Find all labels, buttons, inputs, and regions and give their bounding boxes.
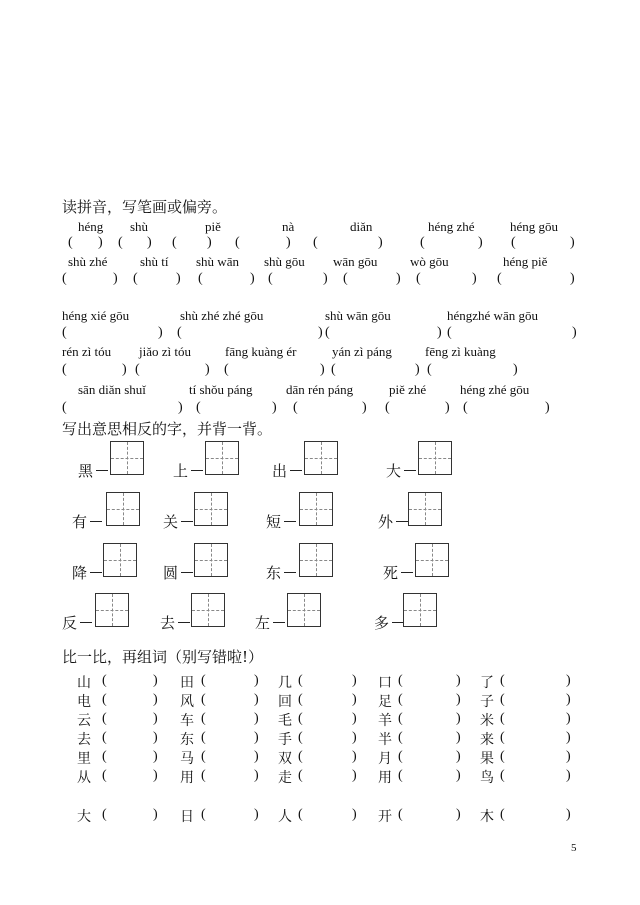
answer-paren-close: ) <box>254 673 259 688</box>
answer-paren-open: ( <box>62 362 67 377</box>
answer-paren-close: ) <box>456 692 461 707</box>
antonym-dash <box>191 470 203 471</box>
antonym-char: 东 <box>266 564 282 582</box>
answer-paren-open: ( <box>500 730 505 745</box>
answer-paren-close: ) <box>362 400 367 415</box>
pinyin-label: shù wān gōu <box>325 308 391 323</box>
pinyin-label: piě <box>205 219 221 234</box>
antonym-char: 外 <box>378 513 394 531</box>
compare-char: 云 <box>77 713 91 729</box>
compare-char: 半 <box>378 732 392 748</box>
answer-paren-close: ) <box>478 235 483 250</box>
answer-paren-open: ( <box>298 692 303 707</box>
answer-paren-close: ) <box>113 271 118 286</box>
answer-paren-open: ( <box>133 271 138 286</box>
answer-paren-open: ( <box>172 235 177 250</box>
answer-paren-close: ) <box>153 711 158 726</box>
answer-paren-close: ) <box>352 730 357 745</box>
answer-paren-open: ( <box>398 692 403 707</box>
compare-char: 走 <box>278 770 292 786</box>
answer-paren-close: ) <box>352 768 357 783</box>
compare-char: 人 <box>278 809 292 825</box>
answer-paren-close: ) <box>254 749 259 764</box>
answer-paren-open: ( <box>511 235 516 250</box>
answer-paren-open: ( <box>500 768 505 783</box>
answer-paren-open: ( <box>313 235 318 250</box>
answer-paren-open: ( <box>398 768 403 783</box>
answer-paren-close: ) <box>323 271 328 286</box>
answer-paren-close: ) <box>566 749 571 764</box>
tianzige-writing-box[interactable] <box>287 593 321 627</box>
answer-paren-close: ) <box>272 400 277 415</box>
pinyin-label: wān gōu <box>333 254 378 269</box>
tianzige-writing-box[interactable] <box>299 492 333 526</box>
answer-paren-open: ( <box>102 692 107 707</box>
answer-paren-close: ) <box>570 271 575 286</box>
answer-paren-close: ) <box>122 362 127 377</box>
answer-paren-close: ) <box>158 325 163 340</box>
antonym-char: 大 <box>386 462 402 480</box>
answer-paren-open: ( <box>427 362 432 377</box>
answer-paren-close: ) <box>572 325 577 340</box>
tianzige-writing-box[interactable] <box>191 593 225 627</box>
answer-paren-open: ( <box>463 400 468 415</box>
answer-paren-close: ) <box>513 362 518 377</box>
answer-paren-close: ) <box>254 692 259 707</box>
answer-paren-open: ( <box>62 325 67 340</box>
answer-paren-open: ( <box>62 271 67 286</box>
pinyin-label: héngzhé wān gōu <box>447 308 538 323</box>
compare-char: 大 <box>77 809 91 825</box>
compare-char: 了 <box>480 675 494 691</box>
answer-paren-open: ( <box>385 400 390 415</box>
answer-paren-open: ( <box>102 673 107 688</box>
pinyin-label: wò gōu <box>410 254 449 269</box>
answer-paren-open: ( <box>198 271 203 286</box>
antonym-dash <box>401 572 413 573</box>
answer-paren-open: ( <box>201 711 206 726</box>
answer-paren-open: ( <box>500 807 505 822</box>
compare-char: 回 <box>278 694 292 710</box>
answer-paren-open: ( <box>102 768 107 783</box>
compare-char: 果 <box>480 751 494 767</box>
pinyin-label: shù zhé <box>68 254 108 269</box>
answer-paren-close: ) <box>286 235 291 250</box>
answer-paren-close: ) <box>176 271 181 286</box>
answer-paren-open: ( <box>196 400 201 415</box>
answer-paren-open: ( <box>298 768 303 783</box>
antonym-dash <box>181 521 193 522</box>
answer-paren-open: ( <box>398 730 403 745</box>
answer-paren-close: ) <box>320 362 325 377</box>
pinyin-label: sān diǎn shuǐ <box>78 382 146 397</box>
compare-char: 木 <box>480 809 494 825</box>
pinyin-label: shù wān <box>196 254 239 269</box>
answer-paren-open: ( <box>235 235 240 250</box>
answer-paren-close: ) <box>437 325 442 340</box>
tianzige-writing-box[interactable] <box>95 593 129 627</box>
answer-paren-open: ( <box>201 673 206 688</box>
answer-paren-open: ( <box>201 807 206 822</box>
answer-paren-open: ( <box>201 730 206 745</box>
answer-paren-close: ) <box>566 692 571 707</box>
tianzige-writing-box[interactable] <box>418 441 452 475</box>
answer-paren-close: ) <box>254 807 259 822</box>
tianzige-writing-box[interactable] <box>299 543 333 577</box>
answer-paren-open: ( <box>68 235 73 250</box>
answer-paren-open: ( <box>201 692 206 707</box>
antonym-dash <box>90 572 102 573</box>
answer-paren-open: ( <box>398 807 403 822</box>
answer-paren-close: ) <box>205 362 210 377</box>
answer-paren-open: ( <box>201 768 206 783</box>
answer-paren-close: ) <box>153 768 158 783</box>
antonym-dash <box>284 572 296 573</box>
compare-char: 口 <box>378 675 392 691</box>
pinyin-label: tí shǒu páng <box>189 382 253 397</box>
compare-char: 车 <box>180 713 194 729</box>
answer-paren-close: ) <box>153 807 158 822</box>
antonym-char: 出 <box>272 462 288 480</box>
answer-paren-close: ) <box>153 673 158 688</box>
answer-paren-open: ( <box>331 362 336 377</box>
answer-paren-open: ( <box>224 362 229 377</box>
answer-paren-close: ) <box>352 711 357 726</box>
compare-char: 手 <box>278 732 292 748</box>
answer-paren-open: ( <box>268 271 273 286</box>
pinyin-label: fāng kuàng ér <box>225 344 297 359</box>
answer-paren-open: ( <box>500 673 505 688</box>
compare-char: 山 <box>77 675 91 691</box>
answer-paren-close: ) <box>254 768 259 783</box>
answer-paren-open: ( <box>177 325 182 340</box>
answer-paren-open: ( <box>298 807 303 822</box>
antonym-char: 有 <box>72 513 88 531</box>
tianzige-writing-box[interactable] <box>205 441 239 475</box>
answer-paren-open: ( <box>62 400 67 415</box>
antonym-dash <box>290 470 302 471</box>
compare-char: 毛 <box>278 713 292 729</box>
compare-char: 马 <box>180 751 194 767</box>
answer-paren-close: ) <box>153 692 158 707</box>
answer-paren-open: ( <box>416 271 421 286</box>
pinyin-label: héng <box>78 219 104 234</box>
tianzige-writing-box[interactable] <box>106 492 140 526</box>
pinyin-label: shù tí <box>140 254 169 269</box>
compare-char: 东 <box>180 732 194 748</box>
compare-char: 开 <box>378 809 392 825</box>
answer-paren-close: ) <box>178 400 183 415</box>
answer-paren-open: ( <box>343 271 348 286</box>
answer-paren-close: ) <box>456 749 461 764</box>
answer-paren-open: ( <box>298 730 303 745</box>
answer-paren-close: ) <box>415 362 420 377</box>
pinyin-label: yán zì páng <box>332 344 392 359</box>
antonym-char: 上 <box>173 462 189 480</box>
answer-paren-close: ) <box>250 271 255 286</box>
answer-paren-open: ( <box>135 362 140 377</box>
answer-paren-close: ) <box>352 692 357 707</box>
answer-paren-close: ) <box>456 807 461 822</box>
answer-paren-close: ) <box>396 271 401 286</box>
compare-char: 去 <box>77 732 91 748</box>
answer-paren-open: ( <box>500 692 505 707</box>
answer-paren-open: ( <box>500 749 505 764</box>
compare-char: 月 <box>378 751 392 767</box>
answer-paren-open: ( <box>500 711 505 726</box>
antonym-dash <box>284 521 296 522</box>
answer-paren-open: ( <box>398 749 403 764</box>
answer-paren-open: ( <box>293 400 298 415</box>
answer-paren-open: ( <box>398 673 403 688</box>
compare-char: 来 <box>480 732 494 748</box>
pinyin-label: héng zhé <box>428 219 475 234</box>
tianzige-writing-box[interactable] <box>403 593 437 627</box>
pinyin-label: dān rén páng <box>286 382 354 397</box>
pinyin-label: héng xié gōu <box>62 308 130 323</box>
answer-paren-open: ( <box>102 807 107 822</box>
pinyin-label: piě zhé <box>389 382 427 397</box>
answer-paren-open: ( <box>102 711 107 726</box>
antonym-char: 反 <box>62 614 78 632</box>
antonym-dash <box>96 470 108 471</box>
pinyin-label: diǎn <box>350 219 373 234</box>
answer-paren-close: ) <box>352 807 357 822</box>
compare-char: 足 <box>378 694 392 710</box>
compare-char: 从 <box>77 770 91 786</box>
answer-paren-close: ) <box>352 749 357 764</box>
answer-paren-open: ( <box>398 711 403 726</box>
pinyin-label: héng piě <box>503 254 548 269</box>
answer-paren-close: ) <box>566 711 571 726</box>
antonym-dash <box>178 622 190 623</box>
compare-char: 几 <box>278 675 292 691</box>
answer-paren-close: ) <box>147 235 152 250</box>
answer-paren-open: ( <box>102 749 107 764</box>
answer-paren-open: ( <box>298 711 303 726</box>
section-title-antonyms: 写出意思相反的字，并背一背。 <box>62 420 273 438</box>
answer-paren-close: ) <box>566 673 571 688</box>
answer-paren-open: ( <box>102 730 107 745</box>
answer-paren-close: ) <box>545 400 550 415</box>
section-title-compare-words: 比一比，再组词（别写错啦!） <box>62 648 264 666</box>
antonym-dash <box>80 622 92 623</box>
answer-paren-close: ) <box>456 768 461 783</box>
answer-paren-close: ) <box>566 807 571 822</box>
antonym-dash <box>181 572 193 573</box>
antonym-char: 多 <box>374 614 390 632</box>
answer-paren-open: ( <box>118 235 123 250</box>
pinyin-label: héng gōu <box>510 219 559 234</box>
tianzige-writing-box[interactable] <box>408 492 442 526</box>
antonym-char: 死 <box>383 564 399 582</box>
antonym-dash <box>404 470 416 471</box>
pinyin-label: shù gōu <box>264 254 305 269</box>
tianzige-writing-box[interactable] <box>103 543 137 577</box>
answer-paren-close: ) <box>254 711 259 726</box>
tianzige-writing-box[interactable] <box>194 492 228 526</box>
pinyin-label: shù zhé zhé gōu <box>180 308 264 323</box>
compare-char: 双 <box>278 751 292 767</box>
answer-paren-open: ( <box>497 271 502 286</box>
answer-paren-close: ) <box>153 749 158 764</box>
tianzige-writing-box[interactable] <box>194 543 228 577</box>
section-title-pinyin: 读拼音，写笔画或偏旁。 <box>62 198 228 216</box>
tianzige-writing-box[interactable] <box>415 543 449 577</box>
compare-char: 日 <box>180 809 194 825</box>
compare-char: 鸟 <box>480 770 494 786</box>
compare-char: 羊 <box>378 713 392 729</box>
answer-paren-close: ) <box>254 730 259 745</box>
answer-paren-close: ) <box>153 730 158 745</box>
answer-paren-close: ) <box>456 711 461 726</box>
compare-char: 用 <box>378 770 392 786</box>
answer-paren-close: ) <box>352 673 357 688</box>
antonym-char: 短 <box>266 513 282 531</box>
answer-paren-close: ) <box>566 768 571 783</box>
compare-char: 里 <box>77 751 91 767</box>
antonym-char: 圆 <box>163 564 179 582</box>
compare-char: 电 <box>77 694 91 710</box>
compare-char: 用 <box>180 770 194 786</box>
tianzige-writing-box[interactable] <box>304 441 338 475</box>
compare-char: 田 <box>180 675 194 691</box>
answer-paren-close: ) <box>207 235 212 250</box>
antonym-char: 左 <box>255 614 271 632</box>
antonym-char: 去 <box>160 614 176 632</box>
compare-char: 子 <box>480 694 494 710</box>
answer-paren-close: ) <box>378 235 383 250</box>
answer-paren-open: ( <box>447 325 452 340</box>
answer-paren-close: ) <box>456 673 461 688</box>
pinyin-label: fēng zì kuàng <box>425 344 496 359</box>
answer-paren-open: ( <box>298 749 303 764</box>
antonym-char: 黑 <box>78 462 94 480</box>
answer-paren-open: ( <box>420 235 425 250</box>
pinyin-label: nà <box>282 219 295 234</box>
pinyin-label: jiǎo zì tóu <box>139 344 191 359</box>
answer-paren-close: ) <box>472 271 477 286</box>
answer-paren-open: ( <box>325 325 330 340</box>
answer-paren-open: ( <box>298 673 303 688</box>
compare-char: 米 <box>480 713 494 729</box>
antonym-char: 关 <box>163 513 179 531</box>
pinyin-label: rén zì tóu <box>62 344 112 359</box>
answer-paren-close: ) <box>566 730 571 745</box>
tianzige-writing-box[interactable] <box>110 441 144 475</box>
compare-char: 风 <box>180 694 194 710</box>
answer-paren-close: ) <box>456 730 461 745</box>
answer-paren-open: ( <box>201 749 206 764</box>
answer-paren-close: ) <box>318 325 323 340</box>
antonym-dash <box>90 521 102 522</box>
answer-paren-close: ) <box>445 400 450 415</box>
page-number: 5 <box>571 842 577 854</box>
antonym-dash <box>396 521 408 522</box>
answer-paren-close: ) <box>98 235 103 250</box>
pinyin-label: héng zhé gōu <box>460 382 530 397</box>
answer-paren-close: ) <box>570 235 575 250</box>
antonym-dash <box>273 622 285 623</box>
pinyin-label: shù <box>130 219 149 234</box>
antonym-char: 降 <box>72 564 88 582</box>
